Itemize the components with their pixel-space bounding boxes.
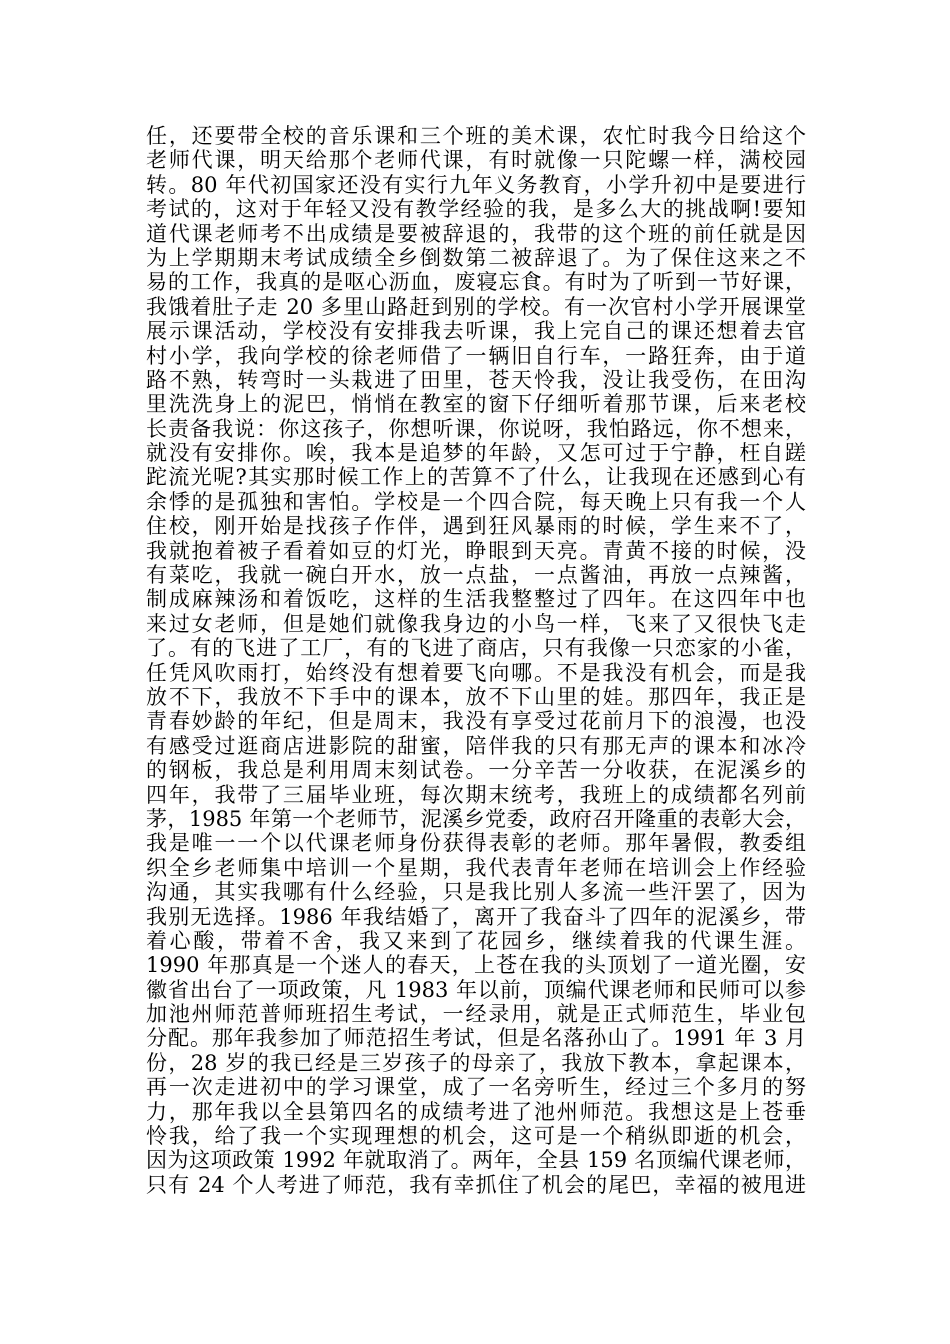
text-line: 怜我，给了我一个实现理想的机会，这可是一个稍纵即逝的机会，: [146, 1124, 806, 1149]
body-text: [146, 124, 806, 1197]
text-line: 力，那年我以全县第四名的成绩考进了池州师范。我想这是上苍垂: [146, 1099, 806, 1124]
text-line: 徽省出台了一项政策，凡 1983 年以前，顶编代课老师和民师可以参: [146, 977, 806, 1002]
text-line: 为上学期期末考试成绩全乡倒数第二被辞退了。为了保住这来之不: [146, 245, 806, 270]
text-line: 只有 24 个人考进了师范，我有幸抓住了机会的尾巴，幸福的被甩进: [146, 1172, 806, 1197]
text-line: 就没有安排你。唉，我本是追梦的年龄，又怎可过于宁静，枉自蹉: [146, 441, 806, 466]
text-line: 了。有的飞进了工厂，有的飞进了商店，只有我像一只恋家的小雀，: [146, 636, 806, 661]
text-line: 因为这项政策 1992 年就取消了。两年，全县 159 名顶编代课老师，: [146, 1148, 806, 1173]
text-line: 村小学，我向学校的徐老师借了一辆旧自行车，一路狂奔，由于道: [146, 343, 806, 368]
text-line: 的钢板，我总是利用周末刻试卷。一分辛苦一分收获，在泥溪乡的: [146, 758, 806, 783]
text-line: 份，28 岁的我已经是三岁孩子的母亲了，我放下教本，拿起课本，: [146, 1050, 806, 1075]
text-line: 有感受过逛商店进影院的甜蜜，陪伴我的只有那无声的课本和冰冷: [146, 733, 806, 758]
text-line: 转。80 年代初国家还没有实行九年义务教育，小学升初中是要进行: [146, 172, 806, 197]
text-line: 住校，刚开始是找孩子作伴，遇到狂风暴雨的时候，学生来不了，: [146, 514, 806, 539]
text-line: 里洗洗身上的泥巴，悄悄在教室的窗下仔细听着那节课，后来老校: [146, 392, 806, 417]
text-line: 道代课老师考不出成绩是要被辞退的，我带的这个班的前任就是因: [146, 221, 806, 246]
text-line: 跎流光呢?其实那时候工作上的苦算不了什么，让我现在还感到心有: [146, 465, 806, 490]
text-line: 茅，1985 年第一个老师节，泥溪乡党委，政府召开隆重的表彰大会，: [146, 806, 806, 831]
text-line: 长责备我说：你这孩子，你想听课，你说呀，我怕路远，你不想来，: [146, 416, 806, 441]
text-line: 易的工作，我真的是呕心沥血，废寝忘食。有时为了听到一节好课，: [146, 270, 806, 295]
text-line: 着心酸，带着不舍，我又来到了花园乡，继续着我的代课生涯。: [146, 928, 806, 953]
text-line: 展示课活动，学校没有安排我去听课，我上完自己的课还想着去官: [146, 319, 806, 344]
text-line: 沟通，其实我哪有什么经验，只是我比别人多流一些汗罢了，因为: [146, 880, 806, 905]
text-line: 我就抱着被子看着如豆的灯光，睁眼到天亮。青黄不接的时候，没: [146, 538, 806, 563]
text-line: 青春妙龄的年纪，但是周末，我没有享受过花前月下的浪漫，也没: [146, 709, 806, 734]
text-line: 老师代课，明天给那个老师代课，有时就像一只陀螺一样，满校园: [146, 148, 806, 173]
text-line: 考试的，这对于年轻又没有教学经验的我，是多么大的挑战啊!要知: [146, 197, 806, 222]
text-line: 加池州师范普师班招生考试，一经录用，就是正式师范生，毕业包: [146, 1002, 806, 1027]
text-line: 四年，我带了三届毕业班，每次期末统考，我班上的成绩都名列前: [146, 782, 806, 807]
text-line: 路不熟，转弯时一头栽进了田里，苍天怜我，没让我受伤，在田沟: [146, 367, 806, 392]
text-line: 分配。那年我参加了师范招生考试，但是名落孙山了。1991 年 3 月: [146, 1026, 806, 1051]
text-line: 放不下，我放不下手中的课本，放不下山里的娃。那四年，我正是: [146, 684, 806, 709]
text-line: 再一次走进初中的学习课堂，成了一名旁听生，经过三个多月的努: [146, 1075, 806, 1100]
text-line: 1990 年那真是一个迷人的春天，上苍在我的头顶划了一道光圈，安: [146, 953, 806, 978]
text-line: 我别无选择。1986 年我结婚了，离开了我奋斗了四年的泥溪乡，带: [146, 904, 806, 929]
text-line: 制成麻辣汤和着饭吃，这样的生活我整整过了四年。在这四年中也: [146, 587, 806, 612]
text-line: 余悸的是孤独和害怕。学校是一个四合院，每天晚上只有我一个人: [146, 489, 806, 514]
text-line: 来过女老师，但是她们就像我身边的小鸟一样，飞来了又很快飞走: [146, 611, 806, 636]
text-line: 任凭风吹雨打，始终没有想着要飞向哪。不是我没有机会，而是我: [146, 660, 806, 685]
text-line: 织全乡老师集中培训一个星期，我代表青年老师在培训会上作经验: [146, 855, 806, 880]
text-line: 我是唯一一个以代课老师身份获得表彰的老师。那年暑假，教委组: [146, 831, 806, 856]
text-line: 我饿着肚子走 20 多里山路赶到别的学校。有一次官村小学开展课堂: [146, 294, 806, 319]
text-line: 任，还要带全校的音乐课和三个班的美术课，农忙时我今日给这个: [146, 124, 806, 148]
text-line: 有菜吃，我就一碗白开水，放一点盐，一点酱油，再放一点辣酱，: [146, 563, 806, 588]
